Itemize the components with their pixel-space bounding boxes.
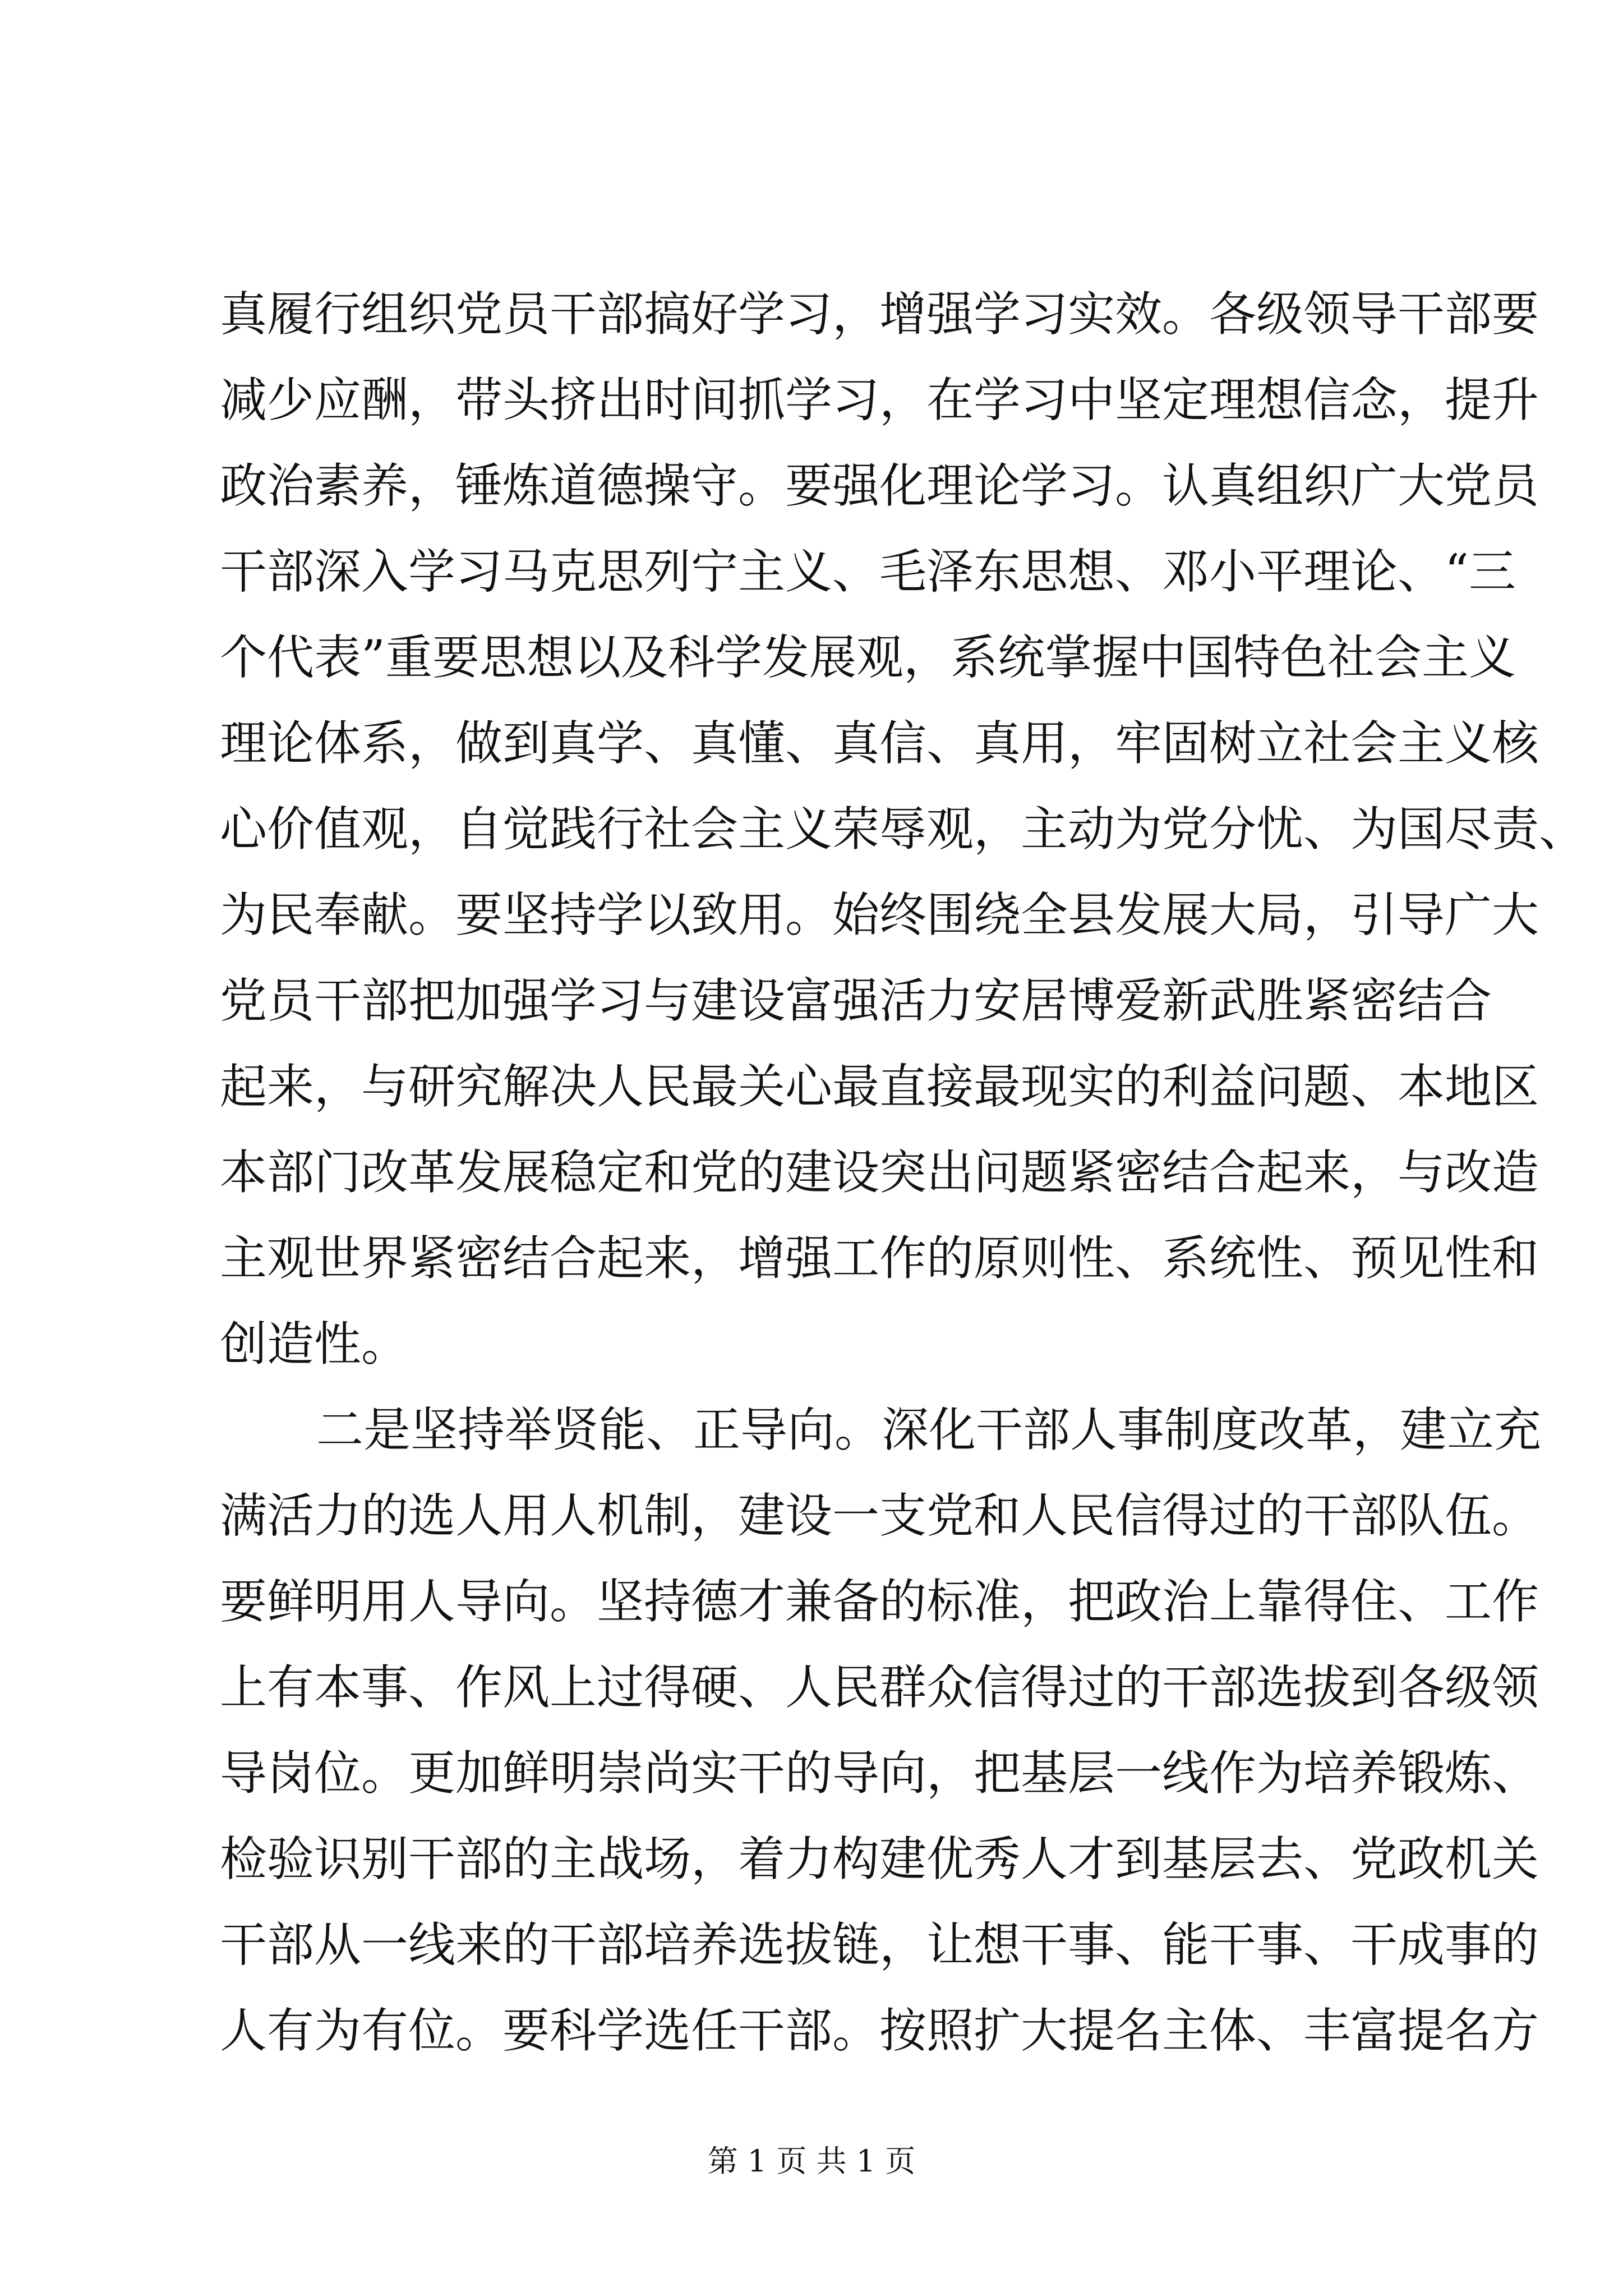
text-line-2: 减少应酬，带头挤出时间抓学习，在学习中坚定理想信念，提升 — [220, 372, 1539, 427]
text-line-17: 上有本事、作风上过得硬、人民群众信得过的干部选拔到各级领 — [220, 1660, 1539, 1715]
text-line-13: 创造性。 — [220, 1317, 409, 1372]
text-line-3: 政治素养，锤炼道德操守。要强化理论学习。认真组织广大党员 — [220, 458, 1539, 513]
text-line-21: 人有为有位。要科学选任干部。按照扩大提名主体、丰富提名方 — [220, 2003, 1539, 2058]
text-line-12: 主观世界紧密结合起来，增强工作的原则性、系统性、预见性和 — [220, 1231, 1539, 1286]
text-line-4: 干部深入学习马克思列宁主义、毛泽东思想、邓小平理论、“三 — [220, 544, 1516, 599]
text-line-19: 检验识别干部的主战场，着力构建优秀人才到基层去、党政机关 — [220, 1832, 1539, 1887]
text-line-1: 真履行组织党员干部搞好学习，增强学习实效。各级领导干部要 — [220, 287, 1539, 342]
text-line-15: 满活力的选人用人机制，建设一支党和人民信得过的干部队伍。 — [220, 1488, 1539, 1543]
page-footer: 第 1 页 共 1 页 — [707, 2143, 916, 2179]
text-line-9: 党员干部把加强学习与建设富强活力安居博爱新武胜紧密结合 — [220, 973, 1492, 1028]
text-line-10: 起来，与研究解决人民最关心最直接最现实的利益问题、本地区 — [220, 1059, 1539, 1114]
text-line-11: 本部门改革发展稳定和党的建设突出问题紧密结合起来，与改造 — [220, 1145, 1539, 1200]
text-line-6: 理论体系，做到真学、真懂、真信、真用，牢固树立社会主义核 — [220, 716, 1539, 771]
body-text — [220, 286, 1587, 2088]
text-line-8: 为民奉献。要坚持学以致用。始终围绕全县发展大局，引导广大 — [220, 887, 1539, 942]
text-line-14: 二是坚持举贤能、正导向。深化干部人事制度改革，建立充 — [316, 1402, 1542, 1457]
text-line-18: 导岗位。更加鲜明崇尚实干的导向，把基层一线作为培养锻炼、 — [220, 1746, 1539, 1801]
text-line-5: 个代表”重要思想以及科学发展观，系统掌握中国特色社会主义 — [220, 630, 1516, 685]
text-line-16: 要鲜明用人导向。坚持德才兼备的标准，把政治上靠得住、工作 — [220, 1574, 1539, 1629]
text-line-7: 心价值观，自觉践行社会主义荣辱观，主动为党分忧、为国尽责、 — [220, 802, 1587, 857]
text-line-20: 干部从一线来的干部培养选拔链，让想干事、能干事、干成事的 — [220, 1917, 1539, 1972]
